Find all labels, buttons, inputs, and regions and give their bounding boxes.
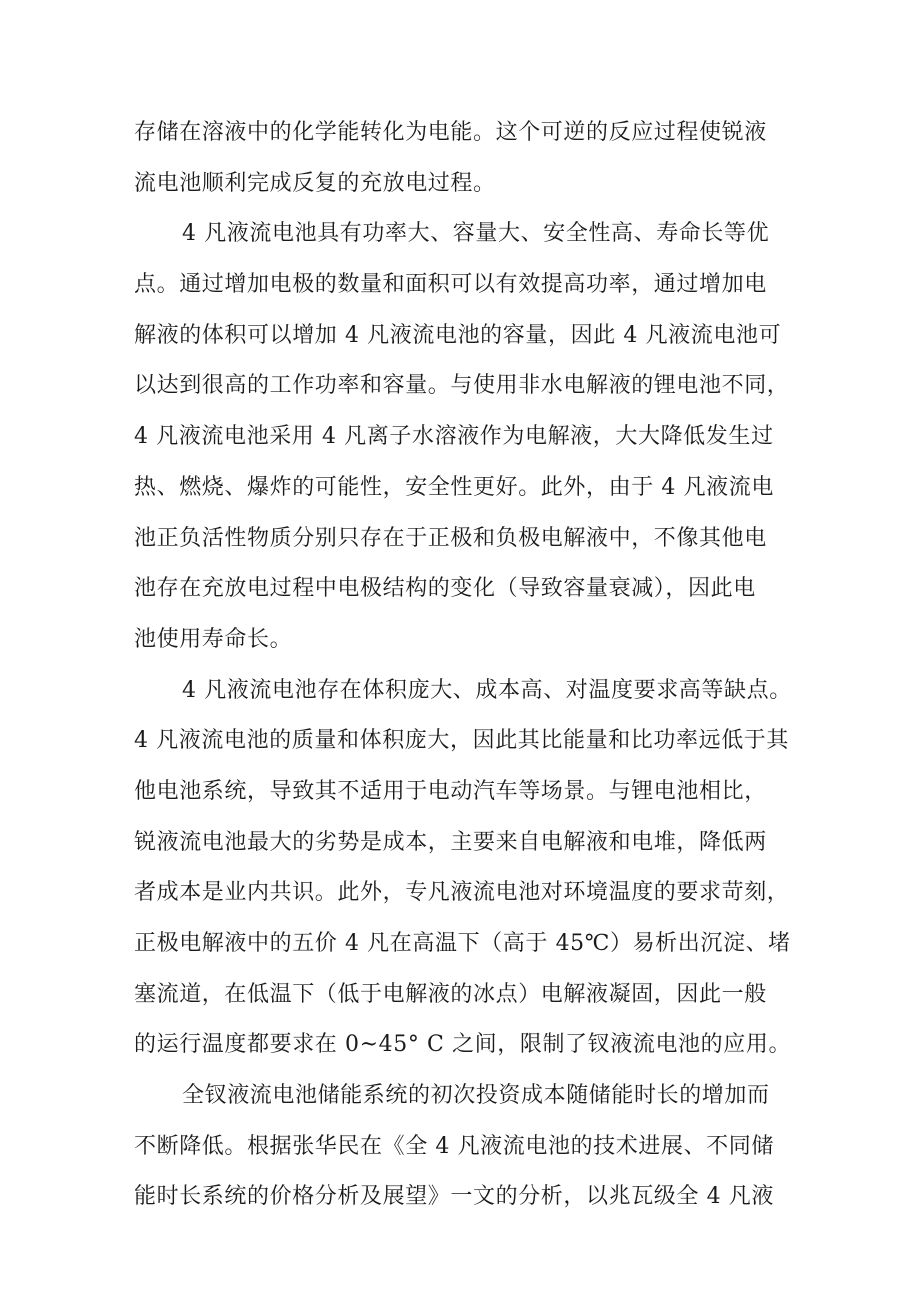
body-text	[134, 108, 794, 1223]
text-line: 存储在溶液中的化学能转化为电能。这个可逆的反应过程使锐液	[134, 120, 767, 145]
text-line: 锐液流电池最大的劣势是成本，主要来自电解液和电堆，降低两	[134, 829, 767, 855]
text-line: 塞流道，在低温下（低于电解液的冰点）电解液凝固，因此一般	[134, 981, 767, 1007]
text-line: 能时长系统的价格分析及展望》一文的分析，以兆瓦级全 4 凡液	[134, 1184, 774, 1210]
text-line: 热、燃烧、爆炸的可能性，安全性更好。此外，由于 4 凡液流电	[134, 474, 774, 500]
text-line: 池使用寿命长。	[134, 626, 293, 652]
paragraph-first-line: 4 凡液流电池存在体积庞大、成本高、对温度要求高等缺点。	[182, 677, 792, 703]
text-line: 4 凡液流电池的质量和体积庞大，因此其比能量和比功率远低于其	[134, 728, 789, 754]
text-line: 不断降低。根据张华民在《全 4 凡液流电池的技术进展、不同储	[134, 1133, 774, 1159]
text-line: 池正负活性物质分别只存在于正极和负极电解液中，不像其他电	[134, 525, 767, 551]
text-line: 解液的体积可以增加 4 凡液流电池的容量，因此 4 凡液流电池可	[134, 322, 782, 348]
text-line: 池存在充放电过程中电极结构的变化（导致容量衰减），因此电	[134, 576, 756, 602]
paragraph-first-line: 4 凡液流电池具有功率大、容量大、安全性高、寿命长等优	[182, 221, 770, 247]
text-line: 的运行温度都要求在 0~45° C 之间，限制了钗液流电池的应用。	[134, 1032, 792, 1058]
text-line: 他电池系统，导致其不适用于电动汽车等场景。与锂电池相比，	[134, 778, 767, 804]
text-line: 者成本是业内共识。此外，专凡液流电池对环境温度的要求苛刻，	[134, 880, 790, 906]
text-line: 以达到很高的工作功率和容量。与使用非水电解液的锂电池不同，	[134, 373, 790, 399]
text-line: 正极电解液中的五价 4 凡在高温下（高于 45℃）易析出沉淀、堵	[134, 931, 791, 956]
text-line: 流电池顺利完成反复的充放电过程。	[134, 170, 496, 196]
text-line: 4 凡液流电池采用 4 凡离子水溶液作为电解液，大大降低发生过	[134, 424, 774, 450]
text-line: 点。通过增加电极的数量和面积可以有效提高功率，通过增加电	[134, 272, 767, 298]
paragraph-first-line: 全钗液流电池储能系统的初次投资成本随储能时长的增加而	[182, 1083, 770, 1109]
